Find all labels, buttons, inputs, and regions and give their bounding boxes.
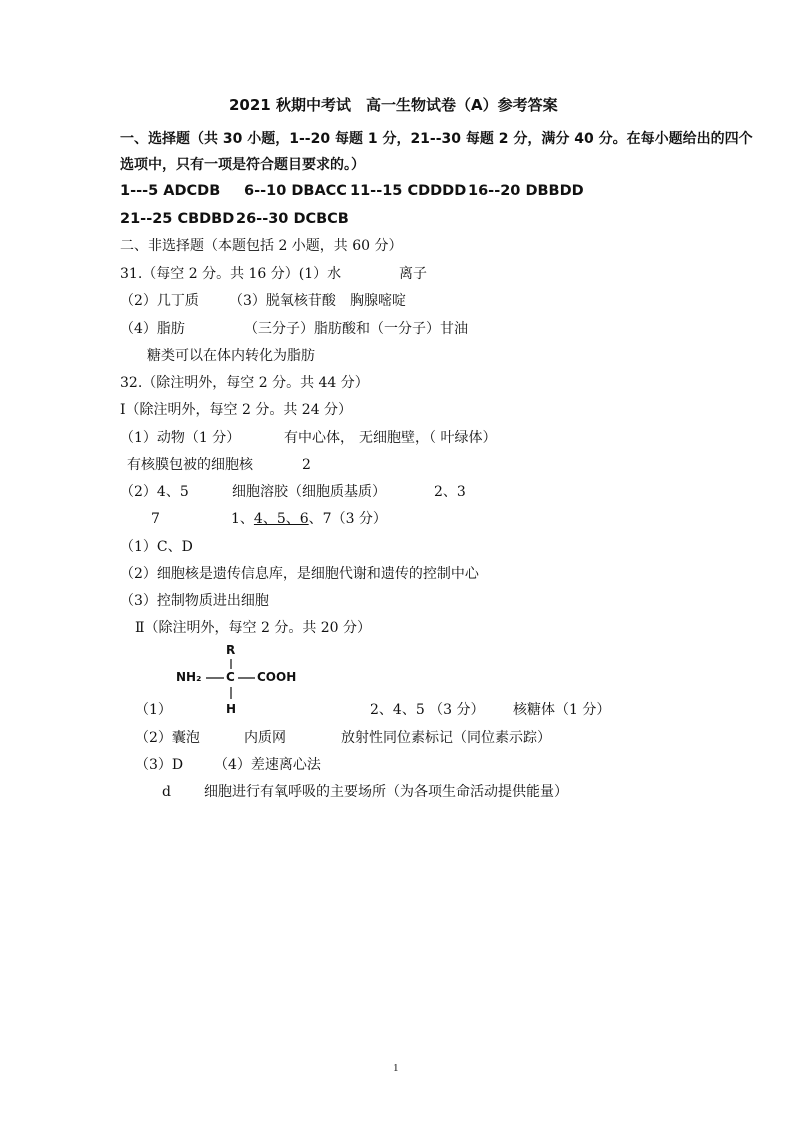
answer-group-1-5: 1---5 ADCDB — [120, 183, 221, 199]
answer-group-11-15: 11--15 CDDDD — [350, 183, 467, 199]
q32-part1-membrane-function: （3）控制物质进出细胞 — [120, 593, 269, 609]
q32-part2-d: （3）D — [135, 757, 184, 773]
section2-heading: 二、非选择题（本题包括 2 小题，共 60 分） — [120, 238, 403, 254]
answer-group-6-10: 6--10 DBACC — [244, 183, 347, 199]
q32-part1-nucleus: 有核膜包被的细胞核 — [127, 457, 253, 473]
q32-part2-heading: Ⅱ（除注明外，每空 2 分。共 20 分） — [135, 620, 372, 636]
answer-group-21-25: 21--25 CBDBD — [120, 211, 235, 227]
q31-answer-deoxynucleotide: （3）脱氧核苷酸 — [229, 293, 336, 309]
q31-answer-fat: （4）脂肪 — [120, 321, 185, 337]
q32-part1-no-cellwall: 无细胞壁，（ 叶绿体） — [359, 430, 497, 446]
q31-answer-sugar-conversion: 糖类可以在体内转化为脂肪 — [147, 348, 315, 364]
q32-part2-2-4-5: 2、4、5 （3 分） — [370, 702, 485, 718]
q31-answer-thymine: 胸腺嘧啶 — [350, 293, 406, 309]
q32-part1-num-7: 7 — [151, 511, 160, 527]
q32-part1-2-3: 2、3 — [434, 484, 466, 500]
q32-part1-num-2: 2 — [302, 457, 311, 473]
page-title: 2021 秋期中考试 高一生物试卷（A）参考答案 — [229, 96, 558, 114]
q32-part2-centrifugation: （4）差速离心法 — [214, 757, 321, 773]
q32-part2-mitochondria-function: 细胞进行有氧呼吸的主要场所（为各项生命活动提供能量） — [204, 784, 568, 800]
answer-group-26-30: 26--30 DCBCB — [236, 211, 349, 227]
q32-part1-animal: （1）动物（1 分） — [120, 430, 241, 446]
q31-answer-fattyacid-glycerol: （三分子）脂肪酸和（一分子）甘油 — [244, 321, 468, 337]
q32-part1-nucleus-function: （2）细胞核是遗传信息库，是细胞代谢和遗传的控制中心 — [120, 566, 479, 582]
q32-part2-ribosome: 核糖体（1 分） — [513, 702, 611, 718]
answer-group-16-20: 16--20 DBBDD — [468, 183, 584, 199]
q32-part2-label-1: （1） — [135, 702, 172, 718]
q32-part1-heading: Ⅰ（除注明外，每空 2 分。共 24 分） — [120, 402, 353, 418]
page-number: 1 — [393, 1062, 399, 1074]
q31-intro: 31.（每空 2 分。共 16 分）(1）水 — [120, 266, 342, 282]
structure-carboxyl-group: COOH — [257, 670, 297, 684]
structure-central-carbon: C — [226, 670, 235, 684]
structure-amino-group: NH₂ — [176, 670, 202, 684]
structure-hydrogen: H — [226, 702, 237, 716]
q32-part2-er: 内质网 — [244, 730, 286, 746]
q32-part1-cd: （1）C、D — [120, 539, 193, 555]
q32-part2-vesicle: （2）囊泡 — [135, 730, 200, 746]
q32-part1-cytosol: 细胞溶胶（细胞质基质） — [232, 484, 386, 500]
q32-part1-membrane-structures: 1、4、5、6、7（3 分） — [231, 511, 387, 527]
q32-intro: 32.（除注明外，每空 2 分。共 44 分） — [120, 375, 369, 391]
q31-answer-ion: 离子 — [399, 266, 427, 282]
section1-heading-line1: 一、选择题（共 30 小题，1--20 每题 1 分，21--30 每题 2 分，满分 40 分。在每小题给出的四个 — [120, 131, 753, 147]
q31-answer-chitin: （2）几丁质 — [120, 293, 199, 309]
q32-part1-4-5: （2）4、5 — [120, 484, 189, 500]
structure-r-group: R — [226, 643, 236, 657]
q32-part2-label-d: d — [162, 784, 171, 800]
amino-acid-structure-diagram — [170, 641, 330, 721]
q32-part1-centrosome: 有中心体， — [284, 430, 354, 446]
section1-heading-line2: 选项中，只有一项是符合题目要求的。） — [120, 157, 365, 173]
q32-part2-isotope-labeling: 放射性同位素标记（同位素示踪） — [341, 730, 551, 746]
